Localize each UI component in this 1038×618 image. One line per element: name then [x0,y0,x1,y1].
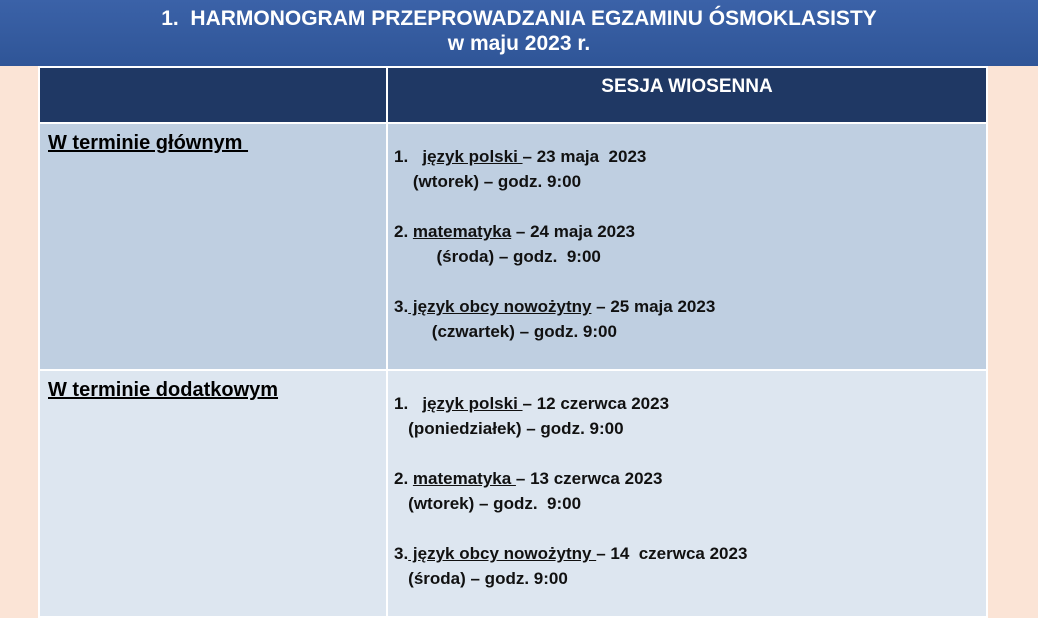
header-cell-empty [39,67,387,123]
exam-list [388,124,986,344]
exam-subject: matematyka [412,469,516,488]
dates-cell [387,370,987,617]
exam-time: (czwartek) – godz. 9:00 [394,322,617,341]
title-line-2: w maju 2023 r. [447,32,591,55]
exam-item [394,541,986,591]
exam-item [394,391,986,441]
term-label-main: W terminie głównym [48,132,249,154]
exam-number: 1. [394,394,423,413]
exam-time: (poniedziałek) – godz. 9:00 [394,419,624,438]
exam-number: 3. [394,544,409,563]
term-cell [39,370,387,617]
exam-date: – 12 czerwca 2023 [522,394,670,413]
page-title [0,0,1038,66]
exam-item [394,219,986,269]
table-row-main-term [39,123,987,370]
exam-time: (środa) – godz. 9:00 [394,569,568,588]
exam-date: – 23 maja 2023 [522,147,647,166]
exam-date: – 24 maja 2023 [511,222,636,241]
exam-subject: język obcy nowożytny [408,544,597,563]
exam-date: – 13 czerwca 2023 [515,469,663,488]
exam-item [394,144,986,194]
exam-time: (wtorek) – godz. 9:00 [394,172,582,191]
term-cell [39,123,387,370]
exam-subject: język polski [422,147,523,166]
exam-item [394,294,986,344]
exam-subject: matematyka [412,222,512,241]
exam-subject: język polski [422,394,523,413]
exam-date: – 25 maja 2023 [591,297,716,316]
exam-number: 2. [394,222,413,241]
schedule-table [38,66,988,618]
exam-date: – 14 czerwca 2023 [596,544,748,563]
exam-number: 3. [394,297,409,316]
header-cell-session: SESJA WIOSENNA [387,67,987,123]
exam-number: 2. [394,469,413,488]
term-label-additional: W terminie dodatkowym [48,379,279,401]
exam-item [394,466,986,516]
title-line-1: 1. HARMONOGRAM PRZEPROWADZANIA EGZAMINU ÓSMOKLASISTY [161,7,877,30]
dates-cell [387,123,987,370]
exam-time: (środa) – godz. 9:00 [394,247,601,266]
exam-number: 1. [394,147,423,166]
exam-subject: język obcy nowożytny [408,297,592,316]
exam-list [388,371,986,591]
table-header-row [39,67,987,123]
table-row-additional-term [39,370,987,617]
exam-time: (wtorek) – godz. 9:00 [394,494,582,513]
